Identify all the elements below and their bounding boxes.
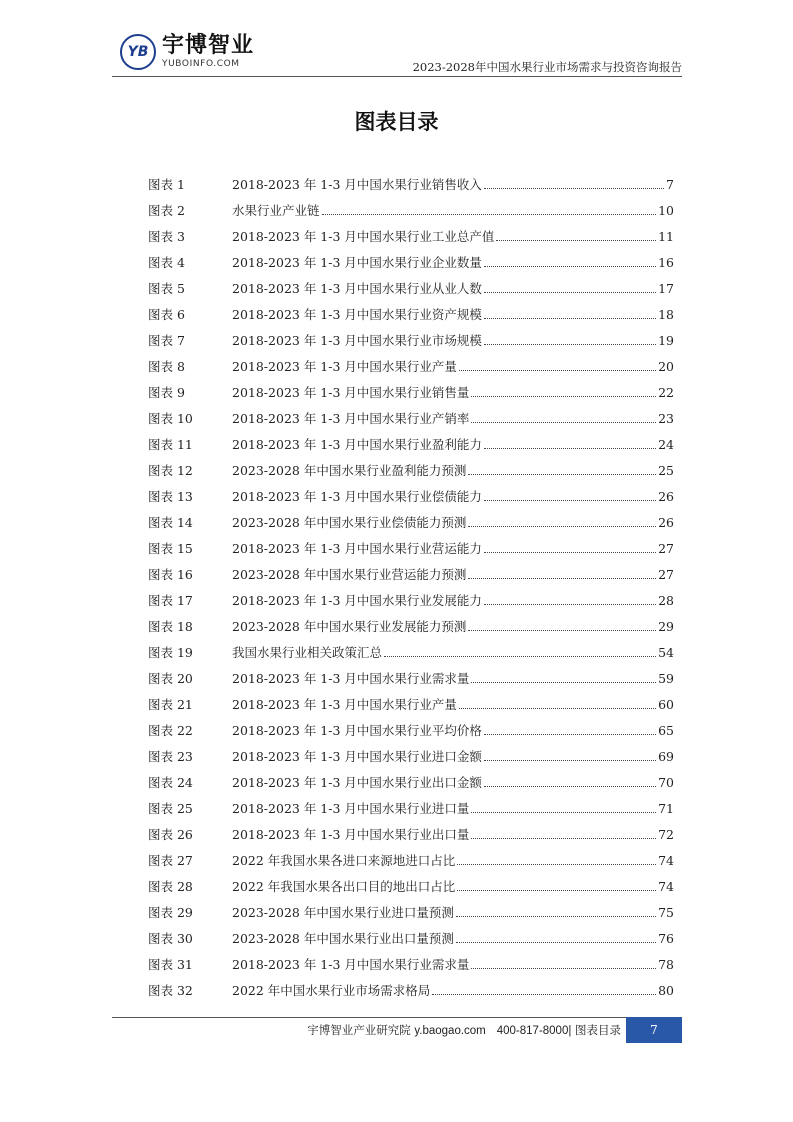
toc-entry-page: 28 (658, 592, 674, 608)
toc-entry[interactable] (148, 587, 674, 613)
toc-dot-leader (471, 682, 656, 683)
toc-dot-leader (484, 448, 656, 449)
page-number: 7 (626, 1017, 682, 1043)
toc-entry-title: 2018-2023 年 1-3 月中国水果行业产量 (232, 697, 457, 712)
logo-mark: YB (120, 34, 156, 70)
toc-entry-label: 图表 26 (148, 827, 193, 842)
toc-entry[interactable] (148, 691, 674, 717)
toc-entry-page: 71 (658, 800, 674, 816)
toc-entry-title: 2018-2023 年 1-3 月中国水果行业销售量 (232, 385, 470, 400)
footer-divider (112, 1017, 626, 1018)
toc-entry[interactable] (148, 379, 674, 405)
toc-entry-title: 2023-2028 年中国水果行业发展能力预测 (232, 619, 467, 634)
toc-entry-label: 图表 5 (148, 281, 185, 296)
toc-entry[interactable] (148, 873, 674, 899)
toc-entry[interactable] (148, 275, 674, 301)
toc-entry-title: 2018-2023 年 1-3 月中国水果行业出口量 (232, 827, 470, 842)
toc-entry-page: 24 (658, 436, 674, 452)
toc-entry[interactable] (148, 795, 674, 821)
toc-entry-page: 54 (658, 644, 674, 660)
toc-entry-page: 23 (658, 410, 674, 426)
toc-entry-title: 2018-2023 年 1-3 月中国水果行业产销率 (232, 411, 470, 426)
toc-entry-title: 2022 年中国水果行业市场需求格局 (232, 983, 431, 998)
page-title: 图表目录 (354, 110, 439, 134)
toc-entry-label: 图表 31 (148, 957, 193, 972)
toc-entry-page: 11 (658, 228, 674, 244)
toc-entry[interactable] (148, 743, 674, 769)
toc-entry-page: 18 (658, 306, 674, 322)
toc-dot-leader (468, 526, 656, 527)
toc-entry[interactable] (148, 613, 674, 639)
toc-entry[interactable] (148, 431, 674, 457)
toc-entry-label: 图表 24 (148, 775, 193, 790)
toc-entry-title: 2018-2023 年 1-3 月中国水果行业进口金额 (232, 749, 482, 764)
toc-entry[interactable] (148, 977, 674, 1003)
toc-entry-page: 25 (658, 462, 674, 478)
toc-entry-title: 2018-2023 年 1-3 月中国水果行业偿债能力 (232, 489, 482, 504)
toc-entry-page: 20 (658, 358, 674, 374)
toc-entry-label: 图表 21 (148, 697, 193, 712)
header-divider (112, 76, 682, 77)
toc-entry[interactable] (148, 535, 674, 561)
toc-entry[interactable] (148, 249, 674, 275)
toc-entry-title: 2018-2023 年 1-3 月中国水果行业出口金额 (232, 775, 482, 790)
toc-dot-leader (484, 292, 656, 293)
toc-dot-leader (471, 968, 656, 969)
toc-entry-page: 17 (658, 280, 674, 296)
toc-entry[interactable] (148, 639, 674, 665)
toc-entry-page: 65 (658, 722, 674, 738)
toc-entry-label: 图表 14 (148, 515, 193, 530)
toc-entry-label: 图表 4 (148, 255, 185, 270)
toc-entry-title: 2018-2023 年 1-3 月中国水果行业平均价格 (232, 723, 482, 738)
toc-entry-title: 2022 年我国水果各出口目的地出口占比 (232, 879, 456, 894)
toc-dot-leader (484, 188, 664, 189)
toc-entry-label: 图表 30 (148, 931, 193, 946)
toc-entry-page: 26 (658, 514, 674, 530)
toc-dot-leader (468, 474, 656, 475)
toc-dot-leader (468, 630, 656, 631)
toc-dot-leader (471, 812, 656, 813)
toc-dot-leader (459, 708, 656, 709)
toc-entry-title: 2023-2028 年中国水果行业盈利能力预测 (232, 463, 467, 478)
logo-text (162, 35, 254, 69)
toc-entry-label: 图表 1 (148, 177, 185, 192)
toc-dot-leader (484, 760, 656, 761)
toc-entry-title: 2018-2023 年 1-3 月中国水果行业市场规模 (232, 333, 482, 348)
toc-entry-label: 图表 11 (148, 437, 193, 452)
toc-entry-title: 2018-2023 年 1-3 月中国水果行业盈利能力 (232, 437, 482, 452)
logo-english-name: YUBOINFO.COM (162, 59, 240, 69)
toc-entry-label: 图表 18 (148, 619, 193, 634)
toc-dot-leader (471, 838, 656, 839)
toc-entry-page: 74 (658, 852, 674, 868)
toc-entry[interactable] (148, 405, 674, 431)
toc-entry-label: 图表 28 (148, 879, 193, 894)
toc-dot-leader (456, 942, 656, 943)
toc-entry-page: 69 (658, 748, 674, 764)
toc-entry[interactable] (148, 847, 674, 873)
toc-entry-page: 72 (658, 826, 674, 842)
toc-entry-title: 2023-2028 年中国水果行业营运能力预测 (232, 567, 467, 582)
toc-entry[interactable] (148, 353, 674, 379)
toc-dot-leader (456, 916, 656, 917)
toc-entry-label: 图表 17 (148, 593, 193, 608)
toc-entry[interactable] (148, 769, 674, 795)
toc-entry-label: 图表 16 (148, 567, 193, 582)
toc-entry[interactable] (148, 223, 674, 249)
toc-entry-page: 27 (658, 540, 674, 556)
toc-dot-leader (496, 240, 656, 241)
toc-entry-page: 22 (658, 384, 674, 400)
toc-entry[interactable] (148, 509, 674, 535)
toc-entry-title: 2018-2023 年 1-3 月中国水果行业发展能力 (232, 593, 482, 608)
toc-dot-leader (457, 890, 656, 891)
toc-dot-leader (322, 214, 657, 215)
toc-entry[interactable] (148, 301, 674, 327)
toc-entry[interactable] (148, 821, 674, 847)
toc-dot-leader (484, 344, 656, 345)
toc-entry-label: 图表 27 (148, 853, 193, 868)
toc-entry-label: 图表 29 (148, 905, 193, 920)
toc-entry-label: 图表 3 (148, 229, 185, 244)
toc-entry-page: 26 (658, 488, 674, 504)
toc-entry-page: 76 (658, 930, 674, 946)
footer-section: 图表目录 (575, 1023, 621, 1037)
toc-entry-page: 27 (658, 566, 674, 582)
toc-entry-page: 70 (658, 774, 674, 790)
toc-entry-label: 图表 23 (148, 749, 193, 764)
toc-dot-leader (484, 318, 656, 319)
toc-entry-title: 2018-2023 年 1-3 月中国水果行业企业数量 (232, 255, 482, 270)
toc-entry-page: 60 (658, 696, 674, 712)
toc-entry-label: 图表 12 (148, 463, 193, 478)
toc-entry-label: 图表 32 (148, 983, 193, 998)
toc-entry-title: 2023-2028 年中国水果行业偿债能力预测 (232, 515, 467, 530)
toc-entry-label: 图表 13 (148, 489, 193, 504)
toc-entry-label: 图表 6 (148, 307, 185, 322)
toc-entry-title: 2018-2023 年 1-3 月中国水果行业需求量 (232, 957, 470, 972)
toc-entry-page: 16 (658, 254, 674, 270)
toc-entry[interactable] (148, 925, 674, 951)
toc-entry-title: 2018-2023 年 1-3 月中国水果行业进口量 (232, 801, 470, 816)
page-header (112, 30, 682, 78)
toc-entry[interactable] (148, 483, 674, 509)
toc-entry-title: 2018-2023 年 1-3 月中国水果行业资产规模 (232, 307, 482, 322)
toc-dot-leader (484, 500, 656, 501)
toc-dot-leader (471, 396, 656, 397)
toc-entry-page: 74 (658, 878, 674, 894)
toc-entry-page: 78 (658, 956, 674, 972)
footer-phone: 400-817-8000| (496, 1025, 572, 1037)
toc-entry-title: 2023-2028 年中国水果行业出口量预测 (232, 931, 454, 946)
toc-entry[interactable] (148, 457, 674, 483)
toc-entry-label: 图表 7 (148, 333, 185, 348)
toc-dot-leader (484, 266, 656, 267)
toc-entry[interactable] (148, 899, 674, 925)
toc-entry-label: 图表 15 (148, 541, 193, 556)
footer-org: 宇博智业产业研究院 (307, 1023, 411, 1037)
company-logo (120, 34, 254, 70)
toc-entry-title: 2018-2023 年 1-3 月中国水果行业产量 (232, 359, 457, 374)
toc-dot-leader (468, 578, 656, 579)
toc-entry-title: 2018-2023 年 1-3 月中国水果行业工业总产值 (232, 229, 495, 244)
toc-entry-label: 图表 9 (148, 385, 185, 400)
footer-site: y.baogao.com (414, 1025, 486, 1037)
footer-info (307, 1022, 621, 1038)
toc-dot-leader (384, 656, 656, 657)
toc-dot-leader (432, 994, 656, 995)
toc-dot-leader (484, 734, 656, 735)
toc-entry-label: 图表 20 (148, 671, 193, 686)
toc-dot-leader (457, 864, 656, 865)
toc-dot-leader (471, 422, 656, 423)
toc-entry-title: 2022 年我国水果各进口来源地进口占比 (232, 853, 456, 868)
toc-entry-title: 2023-2028 年中国水果行业进口量预测 (232, 905, 454, 920)
toc-entry[interactable] (148, 561, 674, 587)
toc-entry[interactable] (148, 171, 674, 197)
toc-dot-leader (484, 786, 656, 787)
toc-entry-label: 图表 8 (148, 359, 185, 374)
toc-dot-leader (484, 552, 656, 553)
toc-entry-page: 19 (658, 332, 674, 348)
toc-entry-title: 2018-2023 年 1-3 月中国水果行业需求量 (232, 671, 470, 686)
toc-entry[interactable] (148, 951, 674, 977)
toc-entry-title: 2018-2023 年 1-3 月中国水果行业营运能力 (232, 541, 482, 556)
toc-entry-page: 29 (658, 618, 674, 634)
toc-entry-page: 7 (666, 176, 674, 192)
toc-entry-label: 图表 10 (148, 411, 193, 426)
toc-entry[interactable] (148, 717, 674, 743)
toc-entry-title: 2018-2023 年 1-3 月中国水果行业从业人数 (232, 281, 482, 296)
logo-chinese-name: 宇博智业 (162, 33, 255, 58)
toc-dot-leader (459, 370, 656, 371)
toc-entry-title: 水果行业产业链 (232, 203, 320, 218)
toc-entry[interactable] (148, 327, 674, 353)
toc-entry-title: 我国水果行业相关政策汇总 (232, 645, 383, 660)
toc-entry-label: 图表 22 (148, 723, 193, 738)
toc-entry[interactable] (148, 197, 674, 223)
toc-entry-label: 图表 25 (148, 801, 193, 816)
table-of-figures (148, 171, 674, 1003)
toc-entry-label: 图表 19 (148, 645, 193, 660)
toc-entry-title: 2018-2023 年 1-3 月中国水果行业销售收入 (232, 177, 482, 192)
toc-entry-page: 75 (658, 904, 674, 920)
toc-entry-page: 80 (658, 982, 674, 998)
toc-entry-label: 图表 2 (148, 203, 185, 218)
toc-dot-leader (484, 604, 656, 605)
toc-entry[interactable] (148, 665, 674, 691)
toc-entry-page: 10 (658, 202, 674, 218)
report-title: 2023-2028年中国水果行业市场需求与投资咨询报告 (412, 60, 682, 74)
toc-entry-page: 59 (658, 670, 674, 686)
